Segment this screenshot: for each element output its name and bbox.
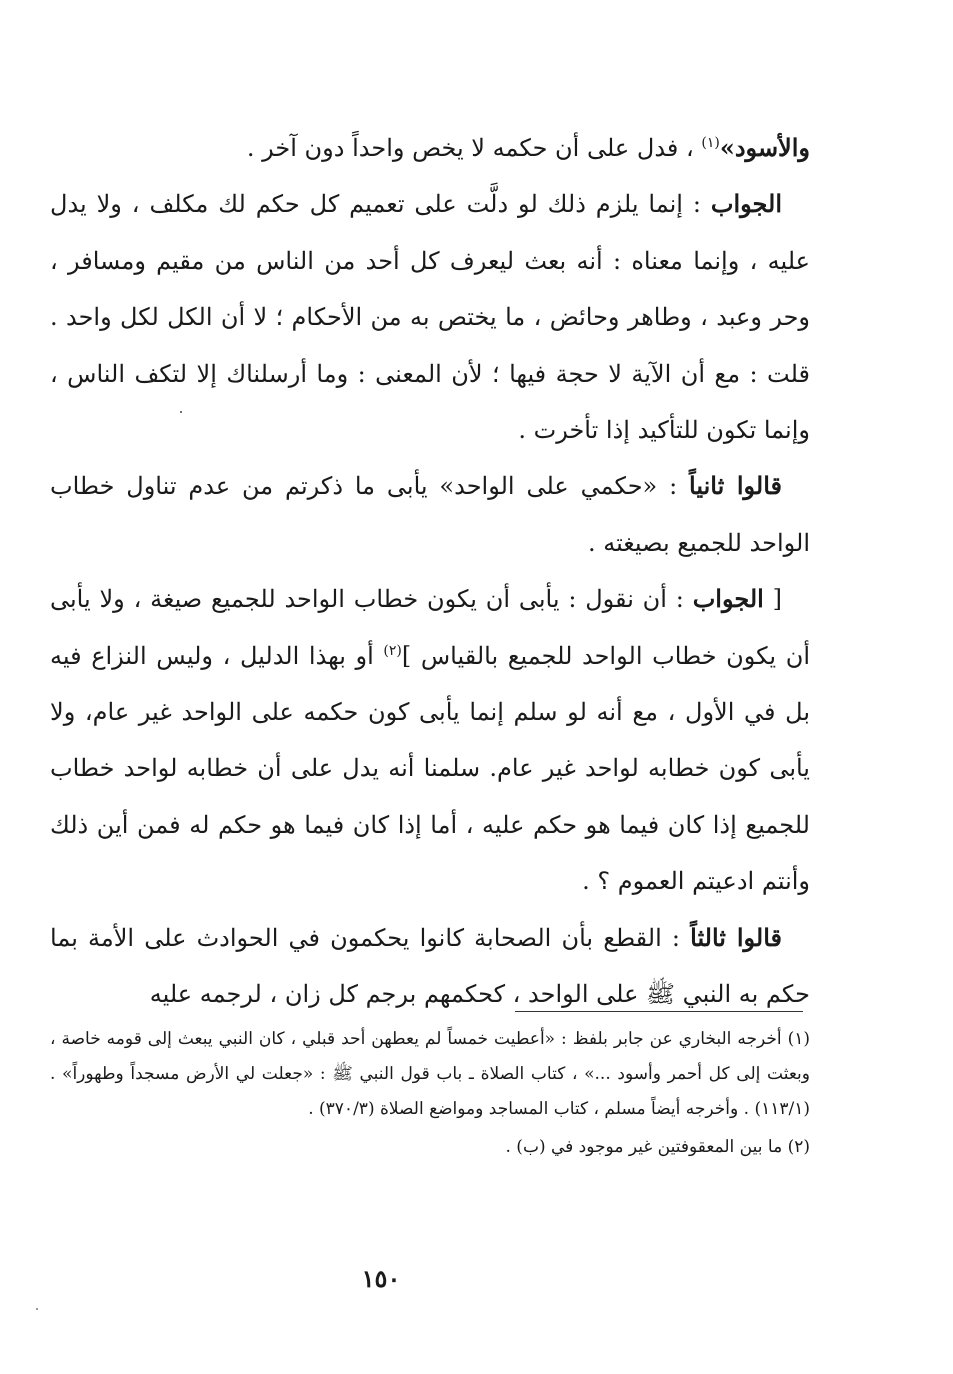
- paragraph-1-text: ، فدل على أن حكمه لا يخص واحداً دون آخر .: [246, 134, 702, 162]
- quote-end-word: والأسود»: [719, 133, 810, 162]
- scan-speck-2: [36, 1308, 38, 1310]
- paragraph-5-text: : القطع بأن الصحابة كانوا يحكمون في الحوادث على الأمة بما حكم به النبي ﷺ على الواحد ، كحكمهم برجم كل زان ، لرجمه عليه: [50, 923, 810, 1009]
- footnote-ref-2[interactable]: (٢): [383, 642, 402, 659]
- second-objection-heading: قالوا ثانياً: [689, 471, 782, 501]
- paragraph-2-text: : إنما يلزم ذلك لو دلَّت على تعميم كل حكم لك مكلف ، ولا يدل عليه ، وإنما معناه : أنه بعث ليعرف كل أحد من الناس من مقيم ومسافر ، وحر وعبد ، وطاهر وحائض ، ما يختص به من الأحكام ؛ لا أن الكل لكل واحد . قلت : مع أن الآية لا حجة فيها ؛ لأن المعنى : وما أرسلناك إلا لتكف الناس ، وإنما تكون للتأكيد إذا تأخرت .: [50, 190, 810, 445]
- paragraph-1: [50, 120, 810, 176]
- answer-heading: الجواب: [710, 189, 782, 219]
- paragraph-4: [50, 571, 810, 909]
- paragraph-2: [50, 176, 810, 458]
- paragraph-4-text-b: أو بهذا الدليل ، وليس النزاع فيه بل في الأول ، مع أنه لو سلم إنما يأبى كون حكمه على الواحد غير عام، ولا يأبى كون خطابه لواحد غير عام. سلمنا أنه يدل على أن خطابه لواحد خطاب للجميع إذا كان فيما هو حكم عليه ، أما إذا كان فيما هو حكم له فمن أين ذلك وأنتم ادعيتم العموم ؟ .: [50, 641, 810, 896]
- main-text: [50, 120, 810, 1023]
- answer-heading-2: الجواب: [692, 584, 764, 614]
- paragraph-4-text-a: : أن نقول : يأبى أن يكون خطاب الواحد للجميع صيغة ، ولا يأبى أن يكون خطاب الواحد للجميع بالقياس ]: [50, 585, 810, 670]
- paragraph-3: [50, 458, 810, 571]
- footnote-2: (٢) ما بين المعقوفتين غير موجود في (ب) .: [505, 1137, 810, 1157]
- footnotes: [50, 1022, 810, 1165]
- footnote-1: (١) أخرجه البخاري عن جابر بلفظ : «أعطيت خمساً لم يعطهن أحد قبلي ، كان النبي يبعث إلى قومه خاصة ، وبعثت إلى كل أحمر وأسود ...» ، كتاب الصلاة ـ باب قول النبي ﷺ : «جعلت لي الأرض مسجداً وطهوراً» . (١١٣/١) . وأخرجه أيضاً مسلم ، كتاب المساجد ومواضع الصلاة (٣٧٠/٣) .: [50, 1029, 810, 1119]
- page-number: ١٥٠: [361, 1264, 401, 1293]
- paragraph-3-text: : «حكمي على الواحد» يأبى ما ذكرتم من عدم تناول خطاب الواحد للجميع بصيغته .: [50, 472, 810, 557]
- paragraph-5: [50, 910, 810, 1023]
- bracket-open: [: [763, 585, 782, 614]
- scan-speck: [180, 411, 182, 413]
- footnote-separator: [515, 1011, 803, 1012]
- footnote-ref-1[interactable]: (١): [701, 135, 720, 151]
- third-objection-heading: قالوا ثالثاً: [690, 922, 782, 952]
